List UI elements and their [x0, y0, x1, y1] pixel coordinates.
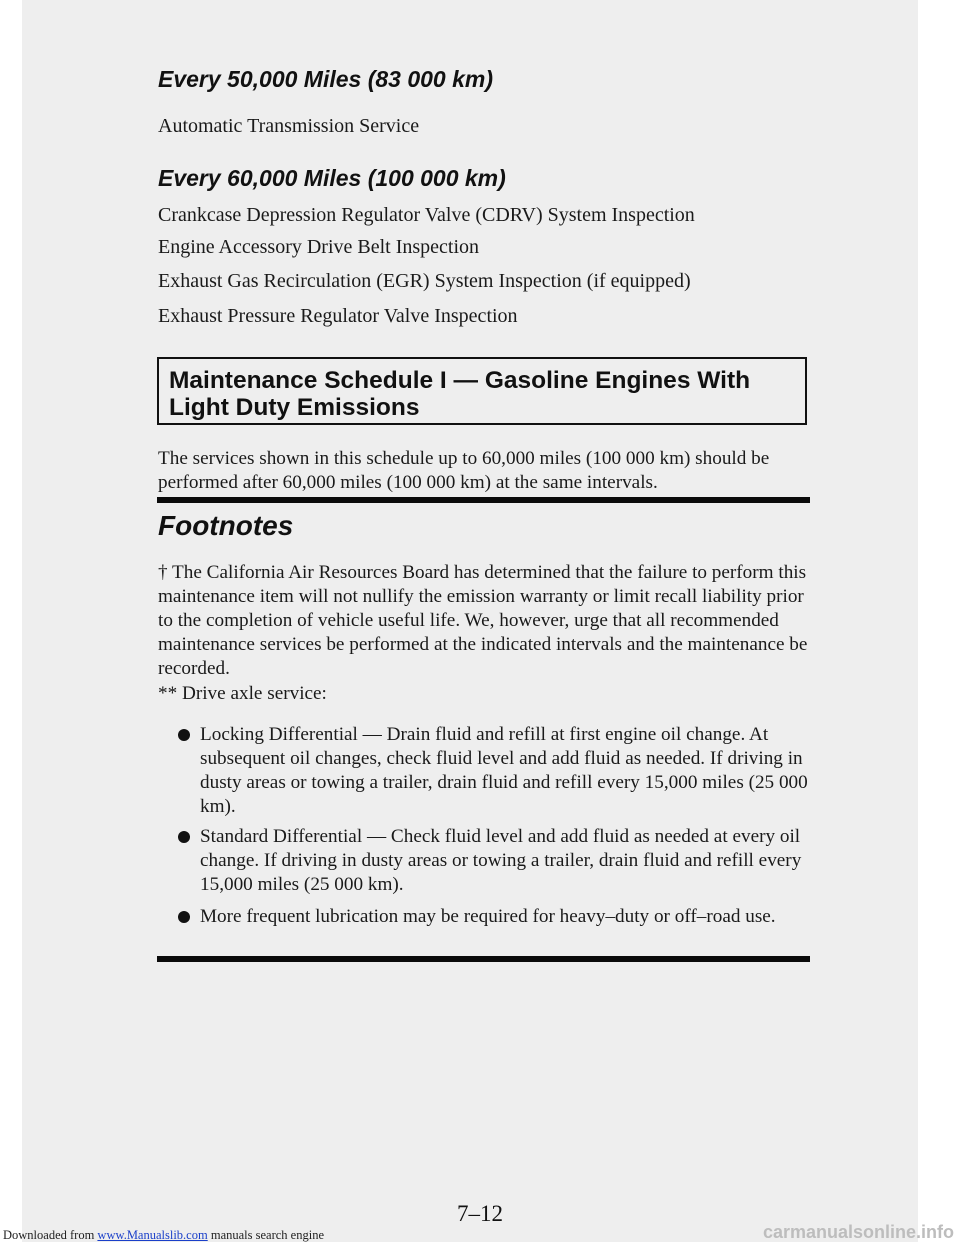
service-item: Engine Accessory Drive Belt Inspection	[158, 236, 480, 258]
footer-suffix: manuals search engine	[207, 1228, 324, 1242]
bullet-text: Locking Differential — Drain fluid and refill at first engine oil change. At subsequent oil changes, check fluid level and add fluid as needed. If driving in dusty areas or towing a trailer, drain fluid and refill every 15,000 miles (25 000 km).	[200, 724, 808, 817]
bullet-icon	[178, 911, 190, 923]
dagger-footnote: † The California Air Resources Board has determined that the failure to perform this maintenance item will not nullify the emission warranty or limit recall liability prior to the completion of vehicle useful life. We, however, urge that all recommended maintenance services be performed at the indicated intervals and the maintenance be recorded.	[158, 562, 808, 679]
interval-heading-60000: Every 60,000 Miles (100 000 km)	[158, 165, 506, 191]
axle-service-intro: ** Drive axle service:	[158, 683, 327, 704]
manualslib-link[interactable]: www.Manualslib.com	[97, 1228, 208, 1242]
bullet-icon	[178, 831, 190, 843]
footnotes-heading: Footnotes	[158, 510, 294, 541]
service-item: Exhaust Pressure Regulator Valve Inspection	[158, 305, 518, 327]
section-divider	[157, 956, 810, 962]
schedule-note: The services shown in this schedule up to 60,000 miles (100 000 km) should be performed after 60,000 miles (100 000 km) at the same intervals.	[158, 448, 770, 493]
watermark: carmanualsonline.info	[762, 1222, 954, 1242]
service-item: Automatic Transmission Service	[158, 115, 420, 137]
download-footer	[3, 1228, 324, 1243]
section-divider	[157, 497, 810, 503]
footer-prefix: Downloaded from	[3, 1228, 98, 1242]
schedule-title: Maintenance Schedule I — Gasoline Engines With Light Duty Emissions	[169, 367, 751, 421]
bullet-text: More frequent lubrication may be required for heavy–duty or off–road use.	[200, 906, 776, 927]
service-item: Crankcase Depression Regulator Valve (CDRV) System Inspection	[158, 204, 695, 226]
schedule-title-box	[157, 357, 807, 425]
interval-heading-50000: Every 50,000 Miles (83 000 km)	[158, 66, 494, 92]
bullet-icon	[178, 729, 190, 741]
bullet-text: Standard Differential — Check fluid level and add fluid as needed at every oil change. If driving in dusty areas or towing a trailer, drain fluid and refill every 15,000 miles (25 000 km).	[200, 826, 802, 895]
service-item: Exhaust Gas Recirculation (EGR) System Inspection (if equipped)	[158, 270, 691, 292]
page-number: 7–12	[457, 1201, 503, 1226]
